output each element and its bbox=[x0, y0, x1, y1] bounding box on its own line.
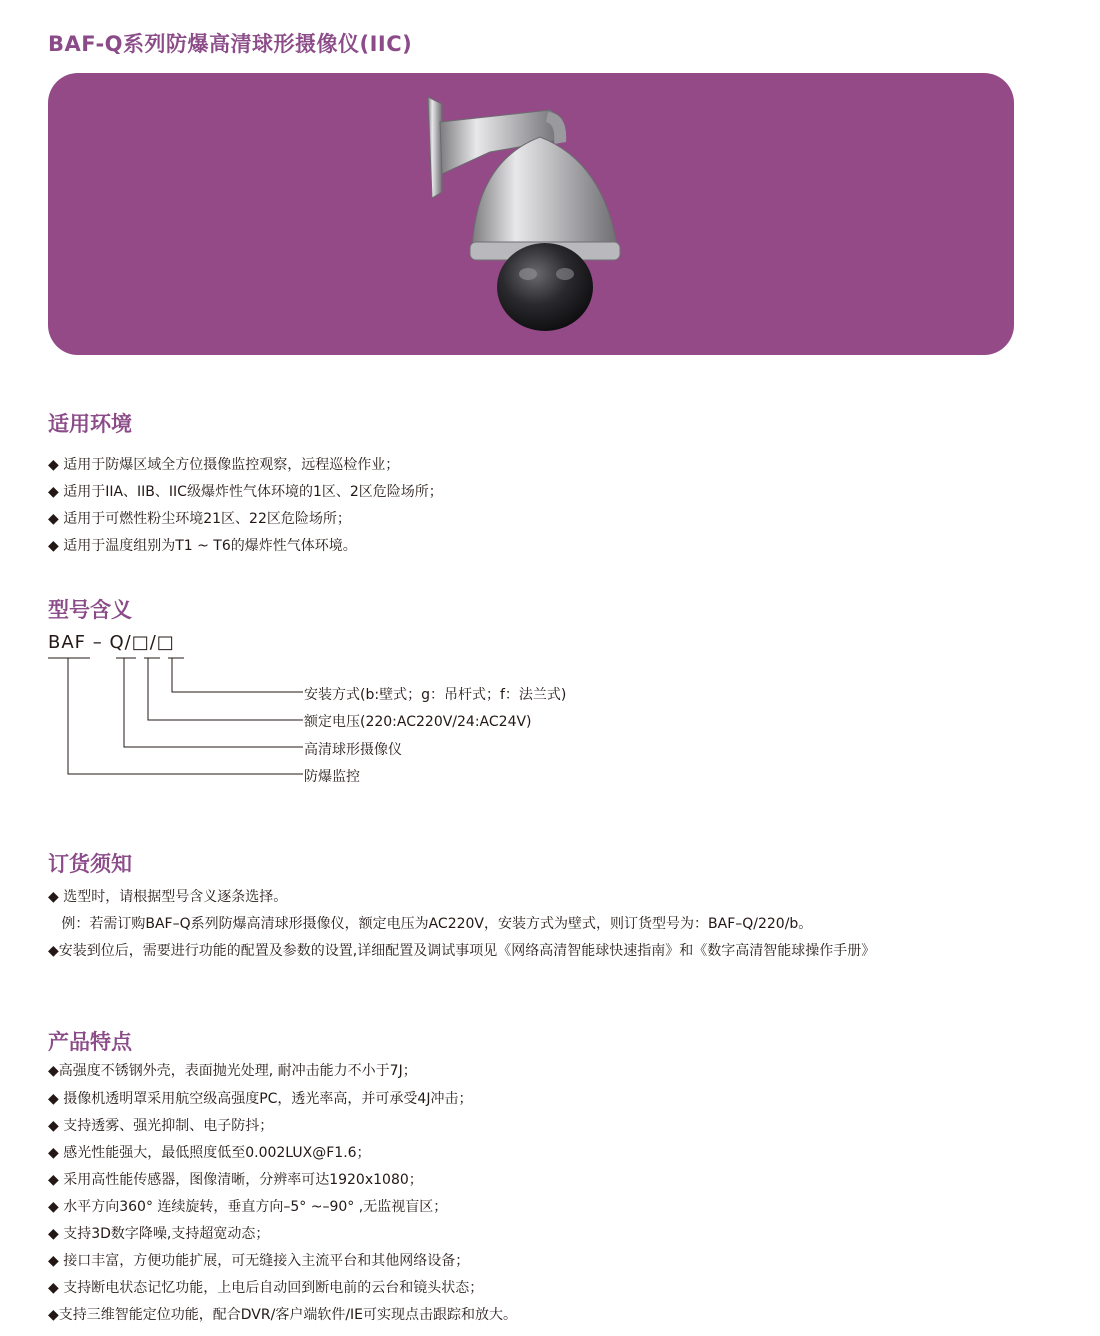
section-model-heading: 型号含义 bbox=[48, 598, 132, 622]
model-label-camera: 高清球形摄像仪 bbox=[304, 742, 402, 758]
section-features-heading: 产品特点 bbox=[48, 1030, 132, 1054]
feature-item: ◆ 支持断电状态记忆功能，上电后自动回到断电前的云台和镜头状态； bbox=[48, 1280, 484, 1296]
env-item: ◆ 适用于IIA、IIB、IIC级爆炸性气体环境的1区、2区危险场所； bbox=[48, 484, 443, 500]
feature-item: ◆高强度不锈钢外壳，表面抛光处理, 耐冲击能力不小于7J； bbox=[48, 1063, 417, 1079]
env-item: ◆ 适用于可燃性粉尘环境21区、22区危险场所； bbox=[48, 511, 351, 527]
feature-item: ◆ 摄像机透明罩采用航空级高强度PC，透光率高，并可承受4J冲击； bbox=[48, 1091, 473, 1107]
feature-item: ◆ 水平方向360° 连续旋转，垂直方向–5° ~–90° ,无监视盲区； bbox=[48, 1199, 448, 1215]
env-item: ◆ 适用于温度组别为T1 ~ T6的爆炸性气体环境。 bbox=[48, 538, 357, 554]
model-label-mounting: 安装方式(b:壁式；g：吊杆式；f：法兰式) bbox=[304, 687, 567, 703]
feature-item: ◆ 支持透雾、强光抑制、电子防抖； bbox=[48, 1118, 274, 1134]
section-order-heading: 订货须知 bbox=[48, 852, 132, 876]
feature-item: ◆ 采用高性能传感器，图像清晰，分辨率可达1920x1080； bbox=[48, 1172, 423, 1188]
page-title: BAF-Q系列防爆高清球形摄像仪(IIC) bbox=[48, 32, 413, 56]
order-item: ◆ 选型时，请根据型号含义逐条选择。 bbox=[48, 889, 288, 905]
feature-item: ◆ 接口丰富，方便功能扩展，可无缝接入主流平台和其他网络设备； bbox=[48, 1253, 470, 1269]
section-environment-heading: 适用环境 bbox=[48, 412, 132, 436]
model-label-explosion-proof: 防爆监控 bbox=[304, 769, 360, 785]
env-item: ◆ 适用于防爆区域全方位摄像监控观察，远程巡检作业； bbox=[48, 457, 400, 473]
feature-item: ◆ 感光性能强大，最低照度低至0.002LUX@F1.6； bbox=[48, 1145, 371, 1161]
model-label-voltage: 额定电压(220:AC220V/24:AC24V) bbox=[304, 714, 532, 730]
model-diagram bbox=[48, 650, 308, 780]
feature-item: ◆ 支持3D数字降噪,支持超宽动态； bbox=[48, 1226, 270, 1242]
order-example: 例：若需订购BAF–Q系列防爆高清球形摄像仪，额定电压为AC220V，安装方式为壁式，则订货型号为：BAF–Q/220/b。 bbox=[48, 916, 813, 932]
feature-item: ◆支持三维智能定位功能，配合DVR/客户端软件/IE可实现点击跟踪和放大。 bbox=[48, 1307, 518, 1323]
order-item: ◆安装到位后，需要进行功能的配置及参数的设置,详细配置及调试事项见《网络高清智能球快速指南》和《数字高清智能球操作手册》 bbox=[48, 943, 876, 959]
dome-camera-icon bbox=[420, 92, 640, 342]
model-code: BAF – Q/□/□ bbox=[48, 632, 175, 653]
